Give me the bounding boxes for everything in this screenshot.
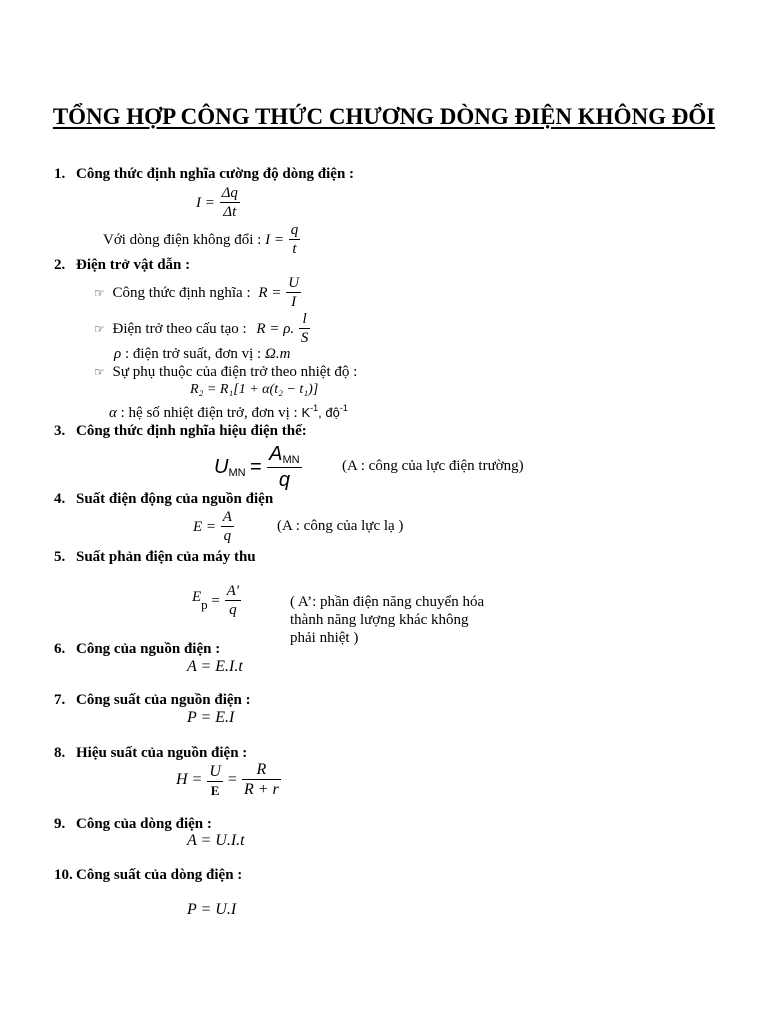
section-10-heading: 10. Công suất của dòng điện : xyxy=(54,867,243,883)
formula-current-power: P = U.I xyxy=(187,901,237,918)
direct-current-line: Với dòng điện không đổi : I = $\frac{q}{t}$ xyxy=(103,222,299,257)
note-external-force-work: (A : công của lực lạ ) xyxy=(277,518,404,534)
section-1-heading: 1. Công thức định nghĩa cường độ dòng điện : xyxy=(54,166,355,182)
formula-source-work: A = E.I.t xyxy=(187,658,243,675)
section-6-heading: 6. Công của nguồn điện : xyxy=(54,641,221,657)
resistivity-line: ρ : điện trở suất, đơn vị : Ω.m xyxy=(114,346,291,362)
section-9-heading: 9. Công của dòng điện : xyxy=(54,816,212,832)
formula-current-work: A = U.I.t xyxy=(187,832,245,849)
page-title: TỔNG HỢP CÔNG THỨC CHƯƠNG DÒNG ĐIỆN KHÔNG ĐỔI xyxy=(52,104,716,129)
hand-pointer-icon: ☞ xyxy=(94,285,105,300)
section-3-heading: 3. Công thức định nghĩa hiệu điện thế: xyxy=(54,423,307,439)
resistance-structure-line: ☞ Điện trở theo cấu tạo : R = ρ. $\frac{l}{S}$ xyxy=(94,311,309,346)
formula-back-emf: Ep = $\frac{A'}{q}$ xyxy=(192,583,240,618)
resistance-definition-line: ☞ Công thức định nghĩa : R = $\frac{U}{I}$ xyxy=(94,275,300,310)
section-2-heading: 2. Điện trở vật dẫn : xyxy=(54,257,191,273)
temperature-dependence-line: ☞ Sự phụ thuộc của điện trở theo nhiệt độ : xyxy=(94,364,358,380)
formula-resistance-temperature: R₂ = R₁[1 + α(t₂ − t₁)] xyxy=(190,382,319,397)
note-back-emf: ( A’: phần điện năng chuyển hóa thành năng lượng khác không phải nhiệt ) xyxy=(290,594,485,646)
hand-pointer-icon: ☞ xyxy=(94,321,105,336)
section-7-heading: 7. Công suất của nguồn điện : xyxy=(54,692,251,708)
formula-efficiency: H = $\frac{U}{E}$ = $\frac{R}{R + r}$ xyxy=(176,761,279,798)
section-4-heading: 4. Suất điện động của nguồn điện xyxy=(54,491,274,507)
alpha-coefficient-line: α : hệ số nhiệt điện trở, đơn vị : $K^{-1}$, độ$^{-1}$ xyxy=(109,403,348,421)
formula-emf: E = $\frac{A}{q}$ xyxy=(193,509,232,544)
formula-current-definition: I = $\frac{\Delta q}{\Delta t}$ xyxy=(196,185,238,220)
section-8-heading: 8. Hiệu suất của nguồn điện : xyxy=(54,745,248,761)
section-5-heading: 5. Suất phản điện của máy thu xyxy=(54,549,256,565)
formula-source-power: P = E.I xyxy=(187,709,235,726)
note-electric-force-work: (A : công của lực điện trường) xyxy=(342,458,524,474)
hand-pointer-icon: ☞ xyxy=(94,365,105,379)
formula-voltage-definition: $U_{MN}$ = $\frac{A_{MN}}{q}$ xyxy=(214,443,300,491)
